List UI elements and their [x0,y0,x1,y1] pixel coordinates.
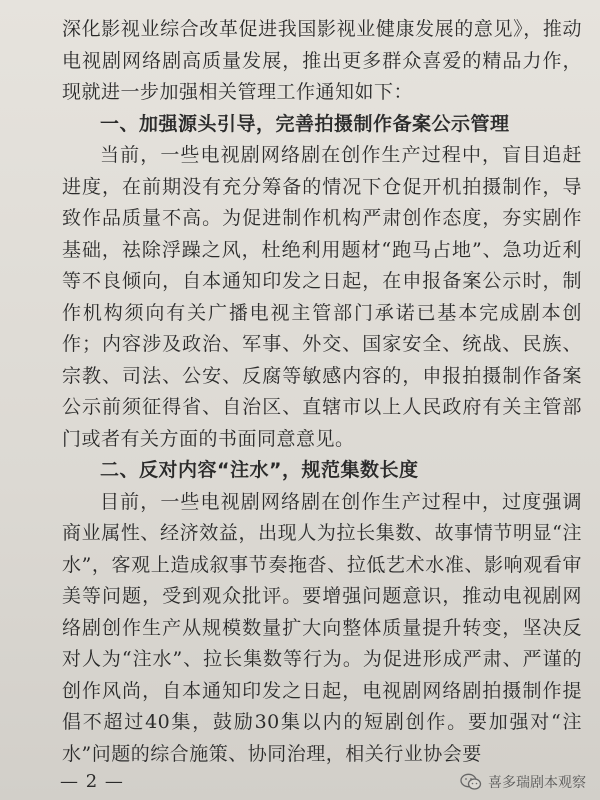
section-1-paragraph: 当前，一些电视剧网络剧在创作生产过程中，盲目追赶进度，在前期没有充分筹备的情况下仓促开机拍摄制作，导致作品质量不高。为促进制作机构严肃创作态度，夯实剧作基础，祛除浮躁之风，杜绝利用题材“跑马占地”、急功近利等不良倾向，自本通知印发之日起，在申报备案公示时，制作机构须向有关广播电视主管部门承诺已基本完成剧本创作；内容涉及政治、军事、外交、国家安全、统战、民族、宗教、司法、公安、反腐等敏感内容的，申报拍摄制作备案公示前须征得省、自治区、直辖市以上人民政府有关主管部门或者有关方面的书面同意意见。 [62,144,582,450]
watermark [460,772,586,792]
section-2-heading: 二、反对内容“注水”，规范集数长度 [100,459,419,481]
document-body [62,14,582,770]
section-2-paragraph: 目前，一些电视剧网络剧在创作生产过程中，过度强调商业属性、经济效益，出现人为拉长集数、故事情节明显“注水”，客观上造成叙事节奏拖沓、拉低艺术水准、影响观看审美等问题，受到观众批评。要增强问题意识，推动电视剧网络剧创作生产从规模数量扩大向整体质量提升转变，坚决反对人为“注水”、拉长集数等行为。为促进形成严肃、严谨的创作风尚，自本通知印发之日起，电视剧网络剧拍摄制作提倡不超过40集，鼓励30集以内的短剧创作。要加强对“注水”问题的综合施策、协同治理，相关行业协会要 [62,490,582,765]
page-number: — 2 — [60,771,124,792]
intro-paragraph: 深化影视业综合改革促进我国影视业健康发展的意见》，推动电视剧网络剧高质量发展，推出更多群众喜爱的精品力作，现就进一步加强相关管理工作通知如下： [62,18,582,103]
wechat-icon [460,773,482,791]
section-1-heading: 一、加强源头引导，完善拍摄制作备案公示管理 [100,112,510,135]
watermark-text: 喜多瑞剧本观察 [488,775,586,791]
